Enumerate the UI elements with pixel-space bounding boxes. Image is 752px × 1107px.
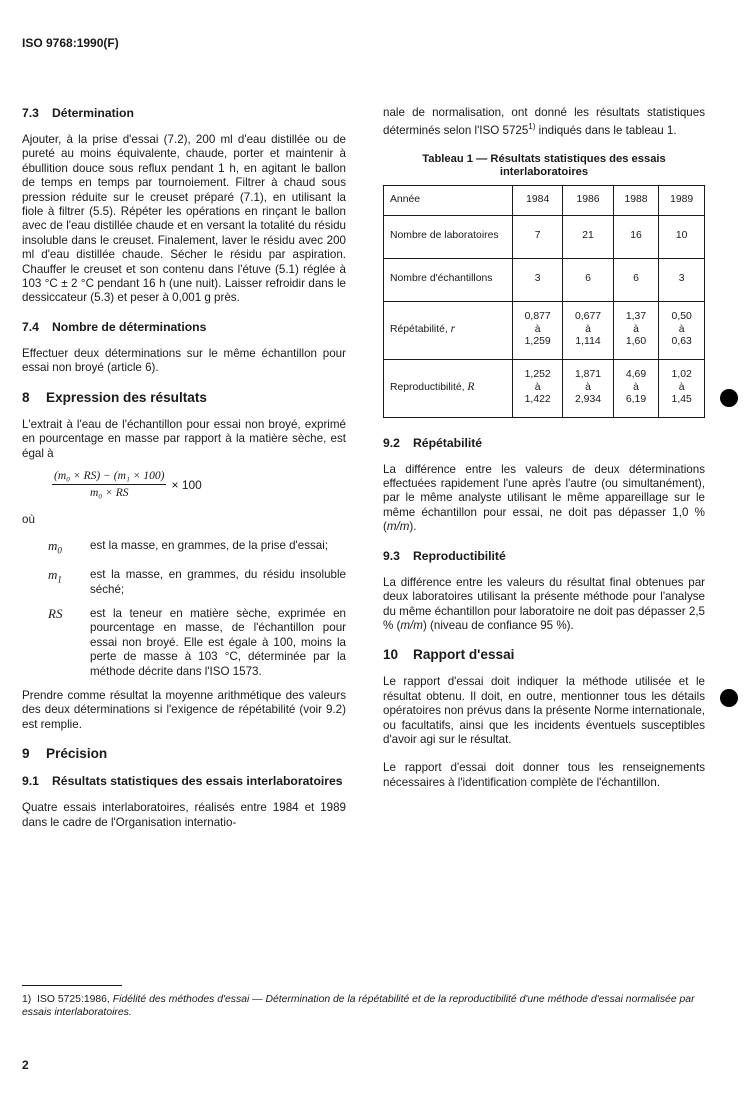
left-column bbox=[22, 106, 346, 844]
table-row-repeatability: Répétabilité, r 0,877 à 1,259 0,677 à 1,114 1,37 à 1,60 0,50 à 0,63 bbox=[384, 301, 705, 359]
definition-m0: $m_0$ est la masse, en grammes, de la prise d'essai; bbox=[48, 538, 329, 556]
table-row-samples: Nombre d'échantillons 3 6 6 3 bbox=[384, 258, 705, 301]
page-number: 2 bbox=[22, 1058, 29, 1072]
section-7-3-heading: 7.3 Détermination bbox=[22, 106, 134, 120]
section-9-1-text-cont: nale de normalisation, ont donné les résultats statistiques déterminés selon l'ISO 5725$^{1)}$ indiqués dans le tableau 1. bbox=[383, 106, 705, 138]
section-10-text-2: Le rapport d'essai doit donner tous les renseignements nécessaires à l'identification complète de l'échantillon. bbox=[383, 761, 705, 789]
section-7-4-text: Effectuer deux déterminations sur le même échantillon pour essai non broyé (article 6). bbox=[22, 346, 346, 375]
table-row-reproducibility: Reproductibilité, R 1,252 à 1,422 1,871 à 2,934 4,69 à 6,19 1,02 à 1,45 bbox=[384, 359, 705, 417]
definition-rs: RS est la teneur en matière sèche, exprimée en pourcentage en masse, de l'échantillon pour essai non broyé. Elle est égale à 100, moins la perte de masse à 103 °C, déterminée par la méthode décrite dans l'ISO 1573. bbox=[48, 605, 346, 678]
where-label: où bbox=[22, 512, 35, 526]
section-7-3-text: Ajouter, à la prise d'essai (7.2), 200 ml d'eau distillée ou de pureté au moins équivalente, chaude, porter et maintenir à ébullition douce sous reflux pendant 1 h, en agitant le ballon de temps en temps par tournoiement. Filtrer à chaud sous pression réduite sur le creuset préparé (7.1), en utilisant la fiole à filtrer (5.5). Répéter les opérations en rinçant le ballon avec de l'eau distillée chaude et en versant la totalité du résidu insoluble dans le creuset. Finalement, laver le résidu avec 200 ml d'eau distillée chaude. Sécher le résidu par aspiration. Chauffer le creuset et son contenu dans l'étuve (5.1) réglée à 103 °C ± 2 °C pendant 16 h (une nuit). Laisser refroidir dans le dessiccateur (5.3) et peser à 0,001 g près. bbox=[22, 133, 346, 305]
table-row-laboratories: Nombre de laboratoires 7 21 16 10 bbox=[384, 215, 705, 258]
section-9-3-heading: 9.3 Reproductibilité bbox=[383, 548, 506, 563]
right-column bbox=[383, 106, 705, 804]
section-9-1-heading: 9.1 Résultats statistiques des essais interlaboratoires bbox=[22, 774, 343, 789]
definition-m1: $m_1$ est la masse, en grammes, du résidu insoluble séché; bbox=[48, 567, 346, 596]
section-9-3-text: La différence entre les valeurs du résultat final obtenues par deux laboratoires utilisant la présente méthode pour l'analyse du même échantillon pour laboratoire ne doit pas dépasser 2,5 % (m/m) (niveau de confiance 95 %). bbox=[383, 575, 705, 632]
table-caption: Tableau 1 — Résultats statistiques des essais interlaboratoires bbox=[422, 152, 666, 178]
results-table bbox=[383, 185, 705, 418]
table-header-row: Année 1984 1986 1988 1989 bbox=[384, 185, 705, 215]
section-9-2-text: La différence entre les valeurs de deux déterminations effectuées rapidement l'une après l'autre (ou simultanément), par le même analyste utilisant le même appareillage sur le même échantillon pour essai, ne doit pas dépasser 1,0 % (m/m). bbox=[383, 462, 705, 534]
margin-dot-2 bbox=[720, 689, 738, 707]
formula-numerator: (m₀ × RS) − (m₁ × 100) bbox=[52, 469, 166, 485]
margin-dot-1 bbox=[720, 389, 738, 407]
section-9-1-text-start: Quatre essais interlaboratoires, réalisés entre 1984 et 1989 dans le cadre de l'Organisation internatio- bbox=[22, 801, 346, 829]
document-code: ISO 9768:1990(F) bbox=[22, 36, 119, 50]
section-9-heading: 9 Précision bbox=[22, 746, 108, 762]
footnote-rule bbox=[22, 985, 122, 986]
section-10-text-1: Le rapport d'essai doit indiquer la méthode utilisée et le résultat obtenu. Il doit, en outre, mentionner tous les détails opératoires non prévus dans la présente Norme internationale, ou facultatifs, ainsi que les incidents éventuels susceptibles d'avoir agi sur le résultat. bbox=[383, 675, 705, 746]
section-8-text: L'extrait à l'eau de l'échantillon pour essai non broyé, exprimé en pourcentage en masse par rapport à la matière sèche, est égal à bbox=[22, 417, 346, 460]
formula bbox=[52, 469, 346, 501]
formula-denominator: m₀ × RS bbox=[89, 487, 129, 500]
section-8-conclusion: Prendre comme résultat la moyenne arithmétique des valeurs des deux déterminations si l'exigence de répétabilité (voir 9.2) est remplie. bbox=[22, 688, 346, 731]
section-9-2-heading: 9.2 Répétabilité bbox=[383, 435, 483, 450]
section-7-4-heading: 7.4 Nombre de déterminations bbox=[22, 319, 207, 334]
formula-multiplier: × 100 bbox=[171, 477, 202, 492]
section-10-heading: 10 Rapport d'essai bbox=[383, 647, 515, 663]
footnote: 1) ISO 5725:1986, Fidélité des méthodes d'essai — Détermination de la répétabilité et de la reproductibilité d'une méthode d'essai normalisée par essais interlaboratoires. bbox=[22, 994, 695, 1018]
section-8-heading: 8 Expression des résultats bbox=[22, 389, 207, 405]
